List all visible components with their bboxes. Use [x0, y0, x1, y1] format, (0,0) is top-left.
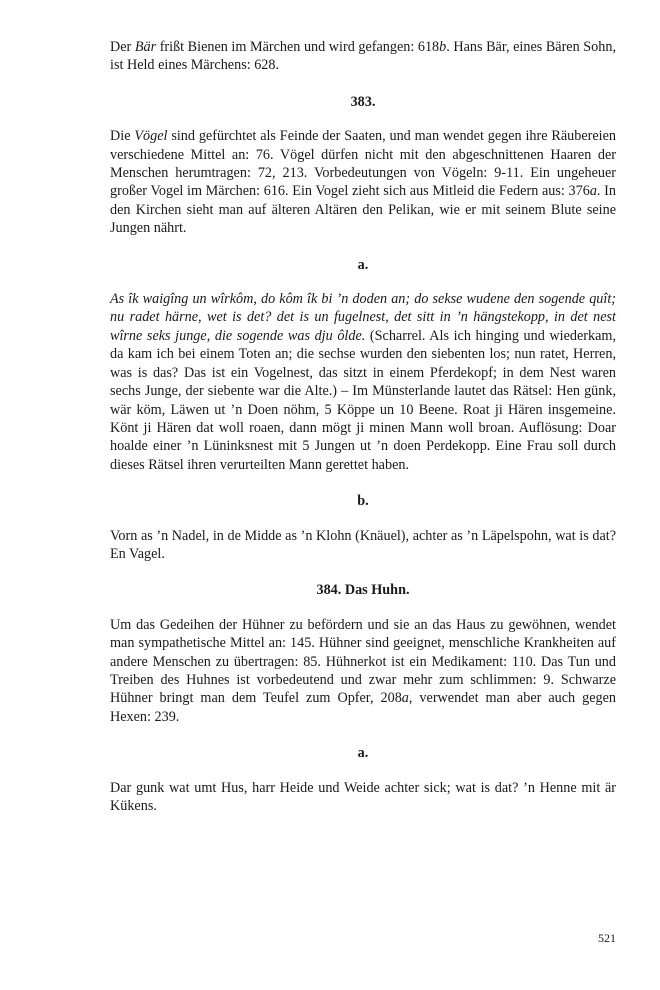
section-heading-384: 384. Das Huhn.	[316, 582, 410, 599]
text-run: frißt Bienen im Märchen und wird gefangen: 618	[156, 39, 440, 55]
section-heading-383: 383.	[350, 93, 376, 110]
text-run: Der	[110, 39, 135, 55]
text-run: sind gefürchtet als Feinde der Saaten, und man wendet gegen ihre Räubereien verschiedene Mittel an: 76. Vögel dürfen nicht mit den abgeschnittenen Haaren der Menschen herumtragen: 72, 213. Vorbedeutungen von Vögeln: 9-11. Ein ungeheuer großer Vogel im Märchen: 616. Ein Vogel zieht sich aus Mitleid die Federn aus: 376	[110, 128, 616, 200]
text-run: Um das Gedeihen der Hühner zu befördern und sie an das Haus zu gewöhnen, wendet man sympathetische Mittel an: 145. Hühner sind geeignet, menschliche Krankheiten auf andere Menschen zu übertragen: 85. Hühnerkot ist ein Medikament: 110. Das Tun und Treiben des Huhnes ist vorbedeutend und zwar mehr zum schlimmen: 9. Schwarze Hühner bringt man dem Teufel zum Opfer, 208	[110, 616, 616, 707]
emphasis-text: b	[439, 39, 447, 55]
text-run: . In den Kirchen sieht man auf älteren Altären den Pelikan, wie er mit seinem Blute seine Jungen nährt.	[110, 183, 616, 237]
emphasis-text: a	[401, 690, 409, 707]
emphasis-text: a	[589, 183, 597, 200]
riddle-paragraph-383b: Vorn as ’n Nadel, in de Midde as ’n Klohn (Knäuel), achter as ’n Läpelspohn, wat is dat? En Vagel.	[110, 527, 616, 562]
text-run: Die	[110, 128, 135, 145]
subheading-383b: b.	[357, 493, 369, 510]
emphasis-text: Vögel	[134, 128, 168, 145]
section-383-paragraph	[110, 127, 616, 237]
subheading-384a: a.	[357, 745, 369, 762]
emphasis-text: Bär	[134, 39, 157, 55]
page-number: 521	[598, 931, 616, 945]
text-run: . Hans Bär, eines Bären Sohn, ist Held eines Märchens: 628.	[110, 39, 616, 74]
page-body	[110, 38, 616, 815]
subheading-383a: a.	[357, 256, 369, 273]
riddle-paragraph-384a: Dar gunk wat umt Hus, harr Heide und Weide achter sick; wat is dat? ’n Henne mit är Kükens.	[110, 779, 616, 814]
intro-paragraph	[110, 38, 616, 75]
text-run: , verwendet man aber auch gegen Hexen: 239.	[110, 690, 616, 725]
section-384-paragraph	[110, 616, 616, 726]
dialect-riddle-text: As îk waigîng un wîrkôm, do kôm îk bi ’n doden an; do sekse wudene den sogende quît; nu radet härne, wet is det? det is un fugelnest, det sitt in ’n hängstekopp, in det nest wîrne seks junge, die sogende was dju ôlde.	[110, 291, 616, 344]
riddle-paragraph-383a	[110, 290, 616, 474]
text-run: (Scharrel. Als ich hinging und wiederkam, da kam ich bei einem Toten an; die sechse wurden den siebenten los; nun ratet, Herren, was is das? Das ist ein Vogelnest, das sitzt in einem Pferdekopf; in dem Nest waren sechs Junge, der siebente war die Alte.) – Im Münsterlande lautet das Rätsel: Hen günk, wär köm, Läwen ut ’n Doen nöhm, 5 Köppe un 10 Beene. Roat ji Hären insgemeine. Könt ji Hären dat woll roaen, dann mögt ji minen Mann woll broan. Auflösung: Doar hoalde einer ’n Lüninksnest mit 5 Jungen ut ’n doen Perdekopp. Eine Frau soll durch dieses Rätsel ihren verurteilten Mann gerettet haben.	[110, 327, 616, 473]
